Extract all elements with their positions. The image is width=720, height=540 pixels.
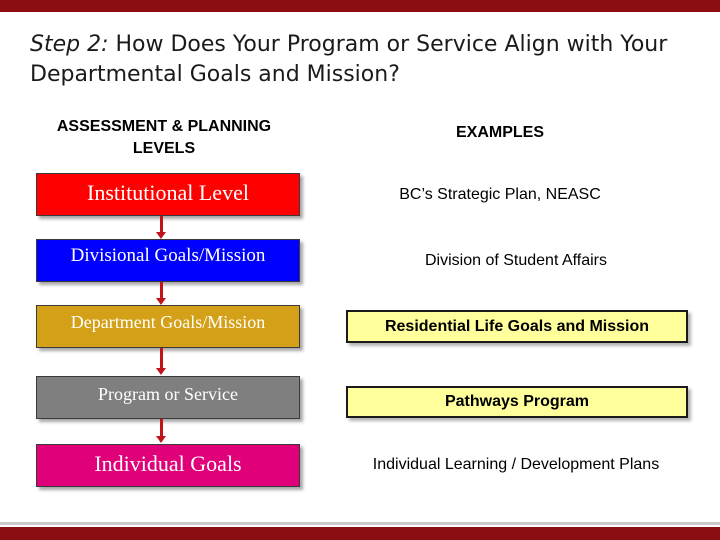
level-label: Individual Goals <box>94 451 242 476</box>
down-arrow-icon <box>156 232 166 239</box>
level-program <box>36 376 300 419</box>
arrow-line <box>160 282 163 299</box>
level-individual <box>36 444 300 487</box>
level-label: Divisional Goals/Mission <box>70 245 266 266</box>
slide-title <box>30 30 700 90</box>
title-text: How Does Your Program or Service Align with Your Departmental Goals and Mission? <box>30 32 668 87</box>
down-arrow-icon <box>156 436 166 443</box>
down-arrow-icon <box>156 368 166 375</box>
example-item: Division of Student Affairs <box>424 252 608 269</box>
arrow-line <box>160 419 163 437</box>
examples-header: EXAMPLES <box>455 124 544 141</box>
arrow-line <box>160 348 163 369</box>
arrow-line <box>160 216 163 233</box>
level-label: Program or Service <box>98 384 238 404</box>
bottom-accent-bar <box>0 527 720 540</box>
level-label: Department Goals/Mission <box>70 312 266 332</box>
example-item: Individual Learning / Development Plans <box>372 456 660 473</box>
level-institutional <box>36 173 300 216</box>
bottom-divider <box>0 522 720 525</box>
title-step: Step 2: <box>30 32 109 57</box>
example-item: BC’s Strategic Plan, NEASC <box>399 186 601 203</box>
level-label: Institutional Level <box>87 180 249 205</box>
level-department <box>36 305 300 348</box>
example-item-highlighted: Pathways Program <box>346 386 688 418</box>
top-accent-bar <box>0 0 720 12</box>
levels-header: ASSESSMENT & PLANNING LEVELS <box>56 118 272 157</box>
down-arrow-icon <box>156 298 166 305</box>
level-divisional <box>36 239 300 282</box>
example-item-highlighted: Residential Life Goals and Mission <box>346 310 688 343</box>
